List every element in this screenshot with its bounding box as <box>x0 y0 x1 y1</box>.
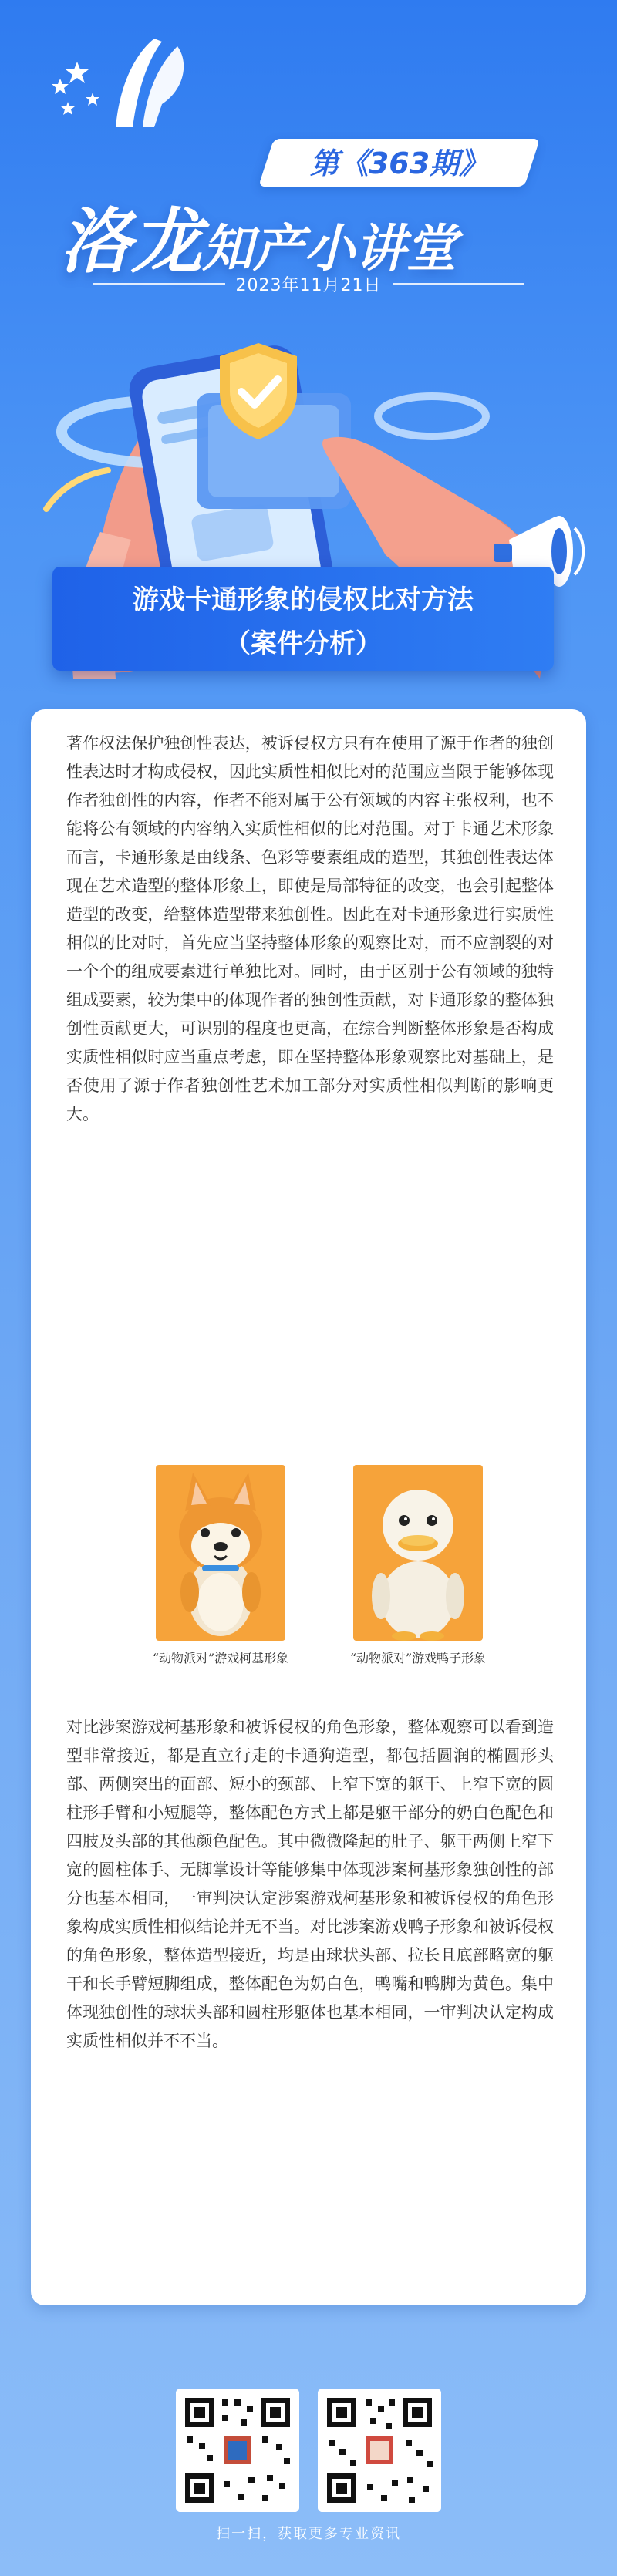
publish-date: 2023年11月21日 <box>235 275 382 295</box>
image-caption-duck: “动物派对”游戏鸭子形象 <box>349 1651 487 1665</box>
date-row <box>93 270 524 298</box>
qr-code[interactable] <box>318 2389 441 2512</box>
topic-title: 游戏卡通形象的侵权比对方法 <box>133 584 474 615</box>
article-card <box>31 709 586 2305</box>
image-caption-corgi: “动物派对”游戏柯基形象 <box>152 1651 289 1665</box>
star-icon <box>61 102 75 115</box>
issue-number: 第《363期》 <box>309 146 489 180</box>
road-logo-icon <box>46 31 201 131</box>
star-icon <box>52 79 69 94</box>
footer-text: 扫一扫，获取更多专业资讯 <box>216 2526 401 2542</box>
star-icon <box>66 62 89 83</box>
article-paragraph-2: 对比涉案游戏柯基形象和被诉侵权的角色形象，整体观察可以看到造型非常接近，都是直立行走的卡通狗造型，都包括圆润的椭圆形头部、两侧突出的面部、短小的颈部、上窄下宽的躯干、上窄下宽的圆柱形手臂和小短腿等，整体配色方式上都是躯干部分的奶白色配色和四肢及头部的其他颜色配色。其中微微隆起的肚子、躯干两侧上窄下宽的圆柱体手、无脚掌设计等能够集中体现涉案柯基形象独创性的部分也基本相同，一审判决认定涉案游戏柯基形象和被诉侵权的角色形象构成实质性相似结论并无不当。对比涉案游戏鸭子形象和被诉侵权的角色形象，整体造型接近，均是由球状头部、拉长且底部略宽的躯干和长手臂短脚组成，整体配色为奶白色，鸭嘴和鸭脚为黄色。集中体现独创性的球状头部和圆柱形躯体也基本相同，一审判决认定构成实质性相似并不不当。 <box>66 1718 554 2050</box>
corgi-character-image <box>156 1465 285 1641</box>
duck-character-image <box>353 1465 483 1641</box>
topic-subtitle: （案件分析） <box>224 628 382 659</box>
qr-code[interactable] <box>176 2389 299 2512</box>
title-big: 洛龙 <box>60 200 203 283</box>
article-paragraph-1: 著作权法保护独创性表达，被诉侵权方只有在使用了源于作者的独创性表达时才构成侵权，因此实质性相似比对的范围应当限于能够体现作者独创性的内容，作者不能对属于公有领域的内容主张权利，也不能将公有领域的内容纳入实质性相似的比对范围。对于卡通艺术形象而言，卡通形象是由线条、色彩等要素组成的造型，其独创性表达体现在艺术造型的整体形象上，即使是局部特征的改变，也会引起整体造型的改变，给整体造型带来独创性。因此在对卡通形象进行实质性相似的比对时，首先应当坚持整体形象的观察比对，而不应割裂的对一个个的组成要素进行单独比对。同时，由于区别于公有领域的独特组成要素，较为集中的体现作者的独创性贡献，对卡通形象的整体独创性贡献更大，可识别的程度也更高，在综合判断整体形象是否构成实质性相似时应当重点考虑，即在坚持整体形象观察比对基础上，是否使用了源于作者独创性艺术加工部分对实质性相似判断的影响更大。 <box>66 734 554 1123</box>
star-icon <box>86 93 99 106</box>
divider <box>393 283 525 285</box>
header <box>0 0 617 694</box>
divider <box>93 283 225 285</box>
topic-banner <box>52 567 554 671</box>
title-small: 知产小讲堂 <box>202 219 457 278</box>
main-title <box>60 185 569 283</box>
